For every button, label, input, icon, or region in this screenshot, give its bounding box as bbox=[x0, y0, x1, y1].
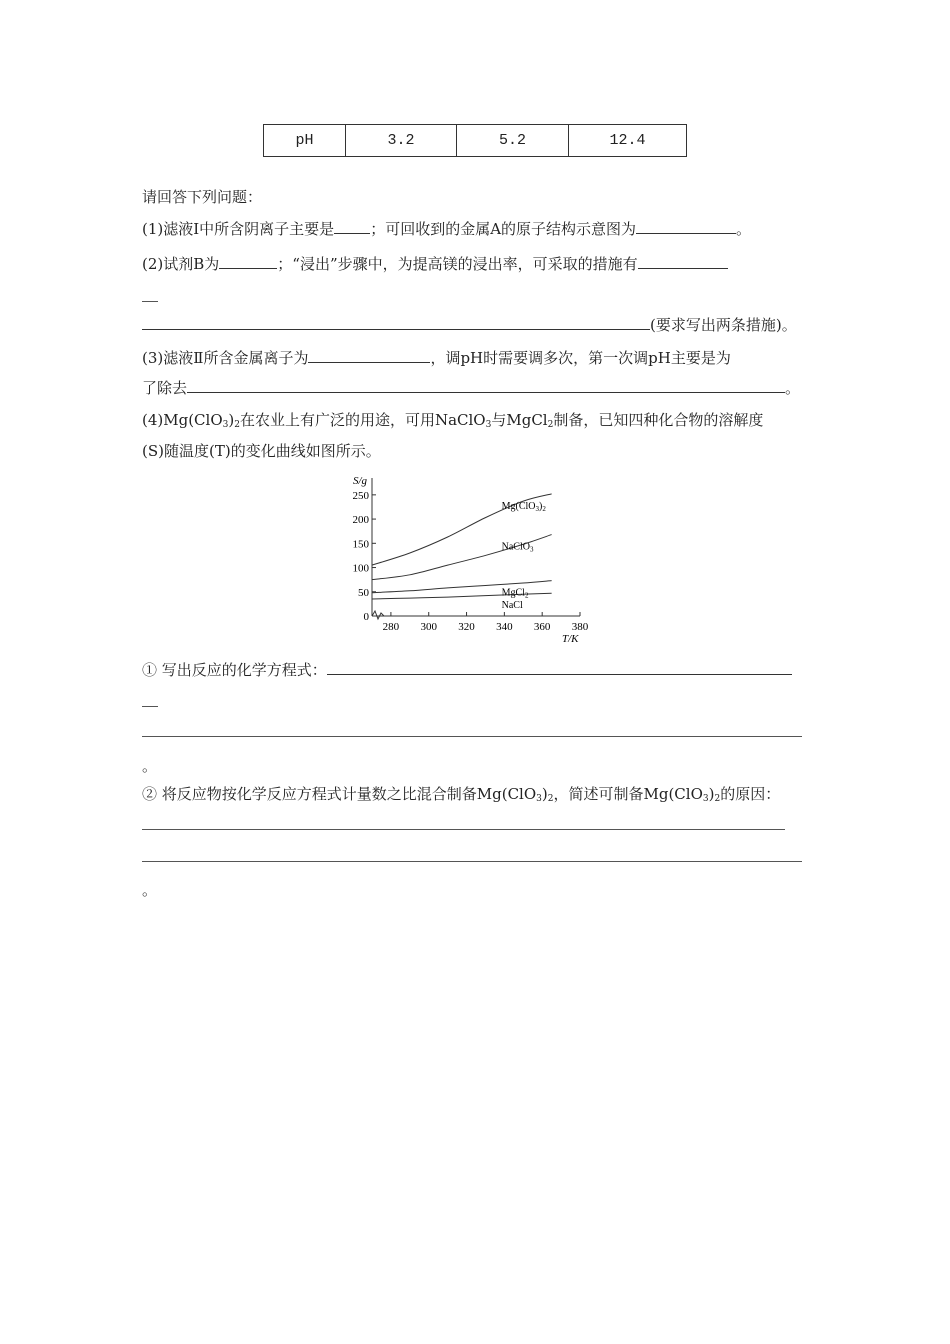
q4-text-b: ) bbox=[228, 411, 235, 429]
q4-line-2: (S)随温度(T)的变化曲线如图所示。 bbox=[142, 442, 381, 460]
q1-text-a: (1)滤液Ⅰ中所含阴离子主要是 bbox=[142, 220, 335, 238]
q1-answer-blank-1[interactable] bbox=[334, 219, 370, 234]
q1-text-b: ；可回收到的金属A的原子结构示意图为 bbox=[370, 220, 637, 238]
s2-sub-2: 2 bbox=[547, 794, 554, 804]
ph-value-cell: 5.2 bbox=[457, 125, 569, 157]
s1-text: ① 写出反应的化学方程式： bbox=[142, 661, 327, 679]
s1-answer-blank-1[interactable] bbox=[327, 660, 792, 675]
q1-text-c: 。 bbox=[736, 220, 752, 238]
q4-sub-2: 2 bbox=[234, 420, 240, 430]
q4-sub-4: 2 bbox=[547, 420, 554, 430]
s2-text-d: ) bbox=[708, 785, 715, 803]
s2-sub-3: 3 bbox=[702, 794, 709, 804]
y-tick-label: 250 bbox=[352, 489, 369, 502]
q2-answer-blank-2[interactable] bbox=[638, 254, 728, 269]
y-tick-label: 100 bbox=[352, 562, 369, 575]
y-tick-label: 0 bbox=[363, 611, 369, 623]
s1-answer-line-2[interactable] bbox=[142, 706, 158, 707]
q4-text-a: (4)Mg(ClO bbox=[142, 411, 223, 429]
y-tick-label: 50 bbox=[358, 586, 369, 599]
ph-table bbox=[263, 124, 687, 157]
q4-sub-1: 3 bbox=[222, 420, 229, 430]
s2-text-c: ，简述可制备Mg(ClO bbox=[553, 785, 703, 803]
y-tick-label: 200 bbox=[352, 514, 369, 527]
q2-text-c: (要求写出两条措施)。 bbox=[650, 316, 797, 334]
q4-text-c: 在农业上有广泛的用途，可用NaClO bbox=[239, 411, 486, 429]
solubility-chart bbox=[340, 470, 610, 650]
q2-answer-blank-1[interactable] bbox=[219, 254, 277, 269]
ph-value-cell: 3.2 bbox=[346, 125, 457, 157]
x-tick-label: 280 bbox=[382, 621, 400, 633]
s2-sub-1: 3 bbox=[536, 794, 542, 804]
q2-text-a: (2)试剂B为 bbox=[142, 255, 220, 273]
axis-break-mark bbox=[372, 611, 384, 619]
q4-sub-3: 3 bbox=[485, 420, 492, 430]
q3-line-2 bbox=[142, 378, 800, 398]
q3-text-b: ，调pH时需要调多次，第一次调pH主要是为 bbox=[430, 349, 731, 367]
s2-text-b: ) bbox=[541, 785, 548, 803]
question-1 bbox=[142, 219, 751, 239]
period-2: 。 bbox=[142, 881, 158, 899]
x-tick-label: 380 bbox=[571, 621, 589, 633]
sub-question-2 bbox=[142, 784, 780, 809]
s2-text-a: ② 将反应物按化学反应方程式计量数之比混合制备Mg(ClO bbox=[142, 785, 537, 803]
series-label-2: MgCl$_2$ bbox=[501, 587, 529, 600]
s1-answer-line-3[interactable] bbox=[142, 736, 802, 737]
s2-text-e: 的原因： bbox=[720, 785, 781, 803]
s2-sub-4: 2 bbox=[714, 794, 721, 804]
x-tick-label: 340 bbox=[496, 621, 513, 633]
y-tick-label: 150 bbox=[352, 538, 369, 551]
question-2 bbox=[142, 254, 728, 274]
series-label-0: $Mg(ClO_3)_2$ bbox=[501, 500, 546, 513]
x-tick-label: 360 bbox=[533, 621, 551, 633]
x-tick-label: 320 bbox=[458, 621, 475, 633]
table-row bbox=[264, 125, 687, 157]
q3-text-a: (3)滤液Ⅱ所含金属离子为 bbox=[142, 349, 309, 367]
sub-question-1 bbox=[142, 660, 792, 680]
q2-answer-line[interactable] bbox=[142, 301, 158, 302]
question-4 bbox=[142, 410, 763, 435]
intro-text: 请回答下列问题： bbox=[142, 188, 263, 206]
q2-text-b: ；“浸出”步骤中，为提高镁的浸出率，可采取的措施有 bbox=[277, 255, 638, 273]
s2-answer-line-2[interactable] bbox=[142, 861, 802, 862]
q4-text-d: 与MgCl bbox=[491, 411, 548, 429]
q2-line-3 bbox=[142, 315, 797, 335]
ph-label-cell: pH bbox=[264, 125, 346, 157]
period-1: 。 bbox=[142, 757, 158, 775]
q3-text-c: 了除去 bbox=[142, 379, 188, 397]
x-tick-label: 300 bbox=[420, 621, 437, 633]
x-axis-label: T/K bbox=[562, 633, 579, 645]
question-3 bbox=[142, 348, 731, 368]
q4-text-e: 制备，已知四种化合物的溶解度 bbox=[553, 411, 764, 429]
s2-answer-line-1[interactable] bbox=[142, 829, 785, 830]
q2-answer-blank-3[interactable] bbox=[142, 315, 650, 330]
q3-text-d: 。 bbox=[785, 379, 801, 397]
y-axis-label: S/g bbox=[353, 475, 368, 487]
series-label-3: NaCl bbox=[501, 600, 523, 612]
ph-value-cell: 12.4 bbox=[569, 125, 687, 157]
q3-answer-blank-2[interactable] bbox=[187, 378, 785, 393]
q1-answer-blank-2[interactable] bbox=[636, 219, 736, 234]
q3-answer-blank-1[interactable] bbox=[308, 348, 430, 363]
series-label-1: NaClO$_3$ bbox=[501, 541, 534, 554]
